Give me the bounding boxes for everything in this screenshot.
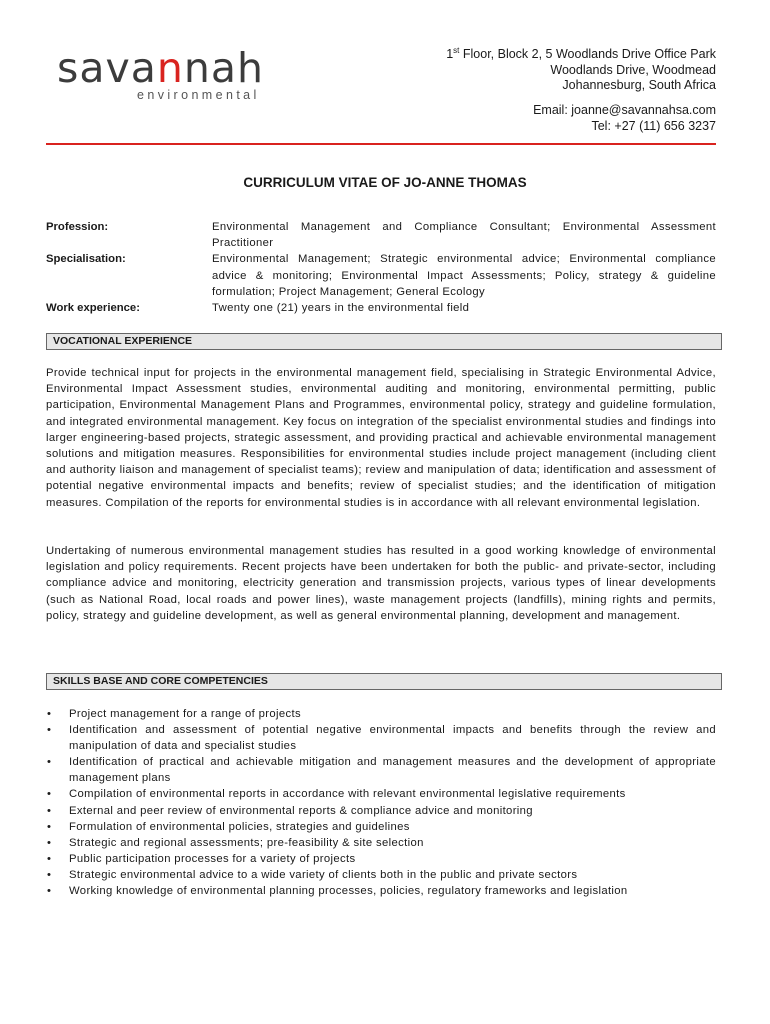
list-item: • External and peer review of environmental reports & compliance advice and monitoring — [46, 803, 716, 819]
section-heading-vocational-experience: VOCATIONAL EXPERIENCE — [46, 333, 722, 350]
profile-value: Environmental Management and Compliance Consultant; Environmental Assessment Practitioner — [212, 221, 716, 250]
bullet-icon: • — [47, 852, 52, 865]
list-item: • Project management for a range of projects — [46, 706, 716, 722]
bullet-icon: • — [47, 804, 52, 817]
profile-row-profession — [46, 219, 716, 251]
list-item: • Compilation of environmental reports in accordance with relevant environmental legislative requirements — [46, 786, 716, 802]
bullet-icon: • — [47, 708, 52, 720]
logo-subtitle: environmental — [137, 88, 260, 102]
contact-email[interactable]: Email: joanne@savannahsa.com — [533, 103, 716, 117]
bullet-icon: • — [47, 868, 52, 881]
vocational-paragraph-2: Undertaking of numerous environmental management studies has resulted in a good working knowledge of environmental legislation and policy requirements. Recent projects have been undertaken for both the public- and private-sector, including compliance advice and monitoring, electricity generation and transmission projects, various types of linear developments (such as National Road, local roads and power lines), waste management projects (landfills), mining rights and permits, policy, strategy and guideline development, as well as general environmental planning, development and management. — [46, 545, 716, 622]
profile-row-work-experience — [46, 300, 716, 316]
company-logo — [57, 44, 297, 104]
skills-list — [46, 706, 716, 899]
logo-wordmark: savannah — [57, 44, 264, 92]
section-heading-skills: SKILLS BASE AND CORE COMPETENCIES — [46, 673, 722, 690]
bullet-icon: • — [47, 724, 52, 737]
contact-telephone: Tel: +27 (11) 656 3237 — [591, 118, 716, 133]
profile-value: Environmental Management; Strategic environmental advice; Environmental compliance advice & monitoring; Environmental Impact Assessments; Policy, strategy & guideline formulation; Project Management; General Ecology — [212, 253, 716, 298]
address-line-3: Johannesburg, South Africa — [562, 78, 716, 93]
page-title: CURRICULUM VITAE OF JO-ANNE THOMAS — [243, 175, 527, 190]
list-item: • Identification and assessment of potential negative environmental impacts and benefits through the review and manipulation of data and specialist studies — [46, 722, 716, 754]
bullet-icon: • — [47, 836, 52, 849]
list-item: • Working knowledge of environmental planning processes, policies, regulatory frameworks and legislation — [46, 883, 716, 899]
profile-label: Specialisation: — [46, 253, 126, 266]
profile-summary — [46, 219, 716, 316]
bullet-icon: • — [47, 756, 52, 769]
address-line-2: Woodlands Drive, Woodmead — [550, 62, 716, 77]
list-item: • Formulation of environmental policies, strategies and guidelines — [46, 819, 716, 835]
address-line-1: 1st Floor, Block 2, 5 Woodlands Drive Office Park — [446, 46, 716, 62]
list-item: • Public participation processes for a variety of projects — [46, 851, 716, 867]
profile-row-specialisation — [46, 251, 716, 300]
bullet-icon: • — [47, 788, 52, 801]
profile-label: Profession: — [46, 221, 109, 233]
list-item: • Strategic environmental advice to a wide variety of clients both in the public and private sectors — [46, 867, 716, 883]
header-divider — [46, 143, 716, 145]
vocational-paragraph-1: Provide technical input for projects in the environmental management field, specialising in Strategic Environmental Advice, Environmental Impact Assessment studies, environmental auditing and monitoring, environmental permitting, public participation, Environmental Management Plans and Programmes, environmental policy, strategy and guideline formulation, and integrated environmental management. Key focus on integration of the specialist environmental studies and findings into larger engineering-based projects, strategic assessment, and providing practical and achievable environmental management solutions and mitigation measures. Responsibilities for environmental studies include project management (including client and authority liaison and management of specialist teams); review and manipulation of data; identification and assessment of potential negative environmental impacts and benefits; review of specialist studies; and the identification of mitigation measures. Compilation of the reports for environmental studies is in accordance with all relevant environmental legislation. — [46, 367, 716, 509]
profile-value: Twenty one (21) years in the environmental field — [212, 302, 470, 315]
bullet-icon: • — [47, 885, 52, 898]
list-item: • Strategic and regional assessments; pre-feasibility & site selection — [46, 835, 716, 851]
bullet-icon: • — [47, 820, 52, 833]
profile-label: Work experience: — [46, 302, 140, 315]
list-item: • Identification of practical and achievable mitigation and management measures and the development of appropriate management plans — [46, 754, 716, 786]
contact-block — [533, 103, 716, 134]
company-address — [446, 43, 716, 94]
